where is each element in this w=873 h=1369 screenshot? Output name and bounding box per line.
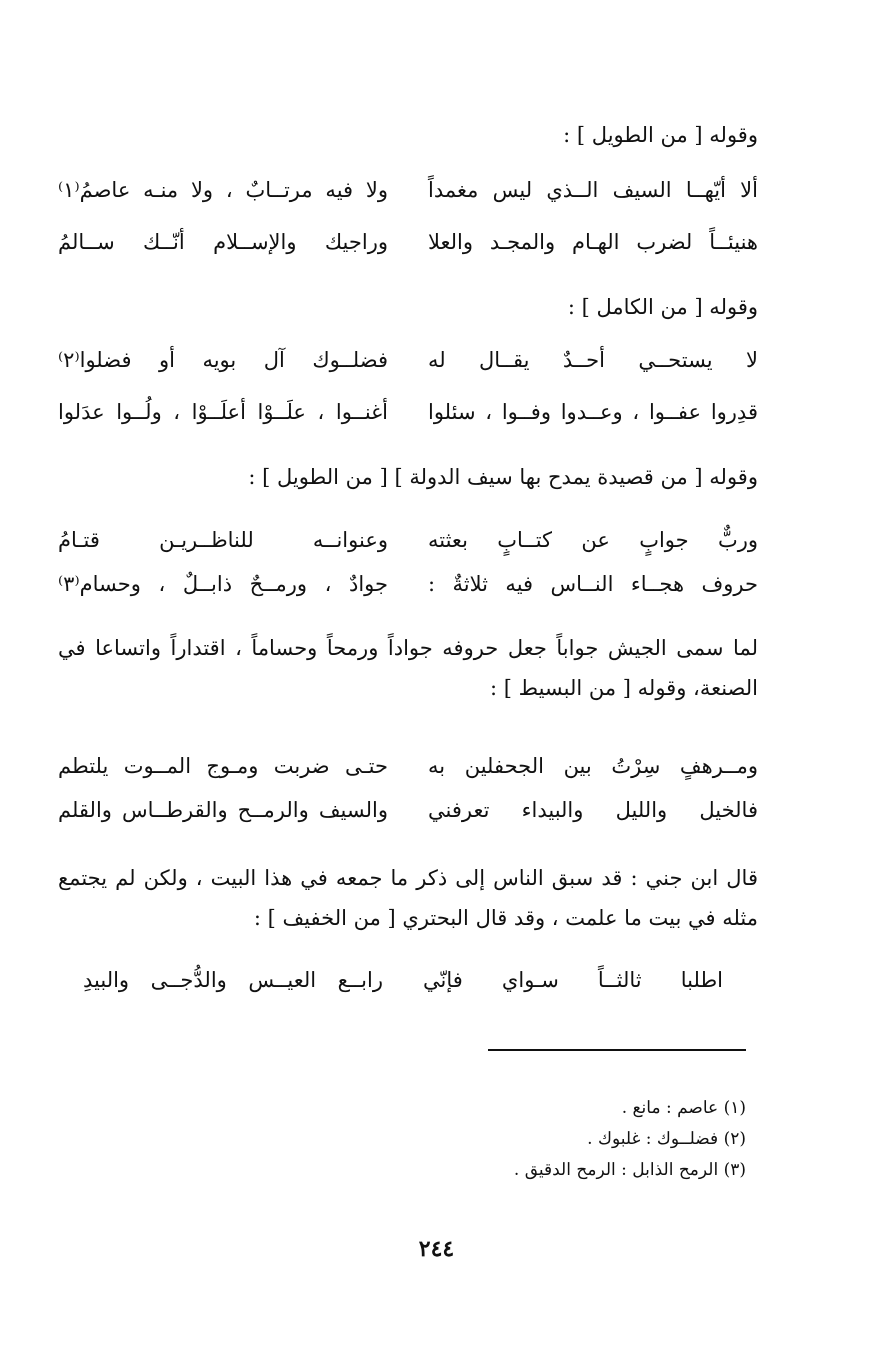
verse-second-hemistich: والسيف والرمــح والقرطــاس والقلم bbox=[58, 798, 388, 822]
verse-first-hemistich: لا يستحــي أحــدٌ يقــال له bbox=[428, 348, 758, 372]
verse-first-hemistich: قدِروا عفــوا ، وعــدوا وفــوا ، سئلوا bbox=[428, 400, 758, 424]
verse-first-hemistich: اطلبا ثالثــاً سـواي فإنّي bbox=[423, 968, 723, 992]
verse-second-hemistich: وعنوانــه للناظــريـن قتـامُ bbox=[58, 528, 388, 552]
verse-line bbox=[58, 748, 758, 784]
verse-line bbox=[58, 342, 758, 378]
verse-second-hemistich: فضلــوك آل بويه أو فضلوا⁽٢⁾ bbox=[58, 348, 388, 372]
verse-line bbox=[58, 172, 758, 208]
verse-first-hemistich: ومــرهفٍ سِرْتُ بين الجحفلين به bbox=[428, 754, 758, 778]
verse-second-hemistich: رابــع العيــس والدُّجــى والبيدِ bbox=[83, 968, 383, 992]
intro-heading: وقوله [ من الكامل ] : bbox=[567, 295, 758, 319]
verse-first-hemistich: ألا أيّهــا السيف الــذي ليس مغمداً bbox=[428, 178, 758, 202]
verse-line bbox=[58, 394, 758, 430]
verse-line bbox=[58, 792, 758, 828]
verse-second-hemistich: حتـى ضربت ومـوج المــوت يلتطم bbox=[58, 754, 388, 778]
verse-first-hemistich: حروف هجــاء النــاس فيه ثلاثةٌ : bbox=[428, 572, 758, 596]
verse-line bbox=[58, 522, 758, 558]
footnote: (٣) الرمح الذابل : الرمح الدقيق . bbox=[513, 1160, 746, 1180]
footnote: (١) عاصم : مانع . bbox=[621, 1098, 746, 1118]
footnote-separator bbox=[488, 1049, 746, 1051]
commentary-paragraph: قال ابن جني : قد سبق الناس إلى ذكر ما جمعه في هذا البيت ، ولكن لم يجتمع مثله في بيت ما علمت ، وقد قال البحتري [ من الخفيف ] : bbox=[58, 866, 758, 930]
verse-second-hemistich: أغنــوا ، علَــوْا أعلَــوْا ، ولُــوا عدَلوا bbox=[58, 400, 388, 424]
footnote: (٢) فضلــوك : غلبوك . bbox=[587, 1129, 746, 1149]
verse-second-hemistich: جوادٌ ، ورمــحٌ ذابــلٌ ، وحسام⁽٣⁾ bbox=[58, 572, 388, 596]
verse-line bbox=[58, 566, 758, 602]
intro-heading: وقوله [ من قصيدة يمدح بها سيف الدولة ] [ من الطويل ] : bbox=[248, 465, 758, 489]
verse-second-hemistich: وراجيك والإســلام أنّــك ســالمُ bbox=[58, 230, 388, 254]
intro-heading: وقوله [ من الطويل ] : bbox=[563, 123, 758, 147]
page-number: ٢٤٤ bbox=[418, 1236, 455, 1262]
verse-line bbox=[58, 224, 758, 260]
verse-first-hemistich: هنيئــاً لضرب الهـام والمجـد والعلا bbox=[428, 230, 758, 254]
verse-first-hemistich: فالخيل والليل والبيداء تعرفني bbox=[428, 798, 758, 822]
commentary-paragraph: لما سمى الجيش جواباً جعل حروفه جواداً ورمحاً وحساماً ، اقتداراً واتساعا في الصنعة، وقوله [ من البسيط ] : bbox=[58, 636, 758, 700]
verse-line bbox=[83, 962, 723, 998]
verse-second-hemistich: ولا فيه مرتــابٌ ، ولا منـه عاصمُ⁽١⁾ bbox=[58, 178, 388, 202]
verse-first-hemistich: وربٌّ جوابٍ عن كتــابٍ بعثته bbox=[428, 528, 758, 552]
